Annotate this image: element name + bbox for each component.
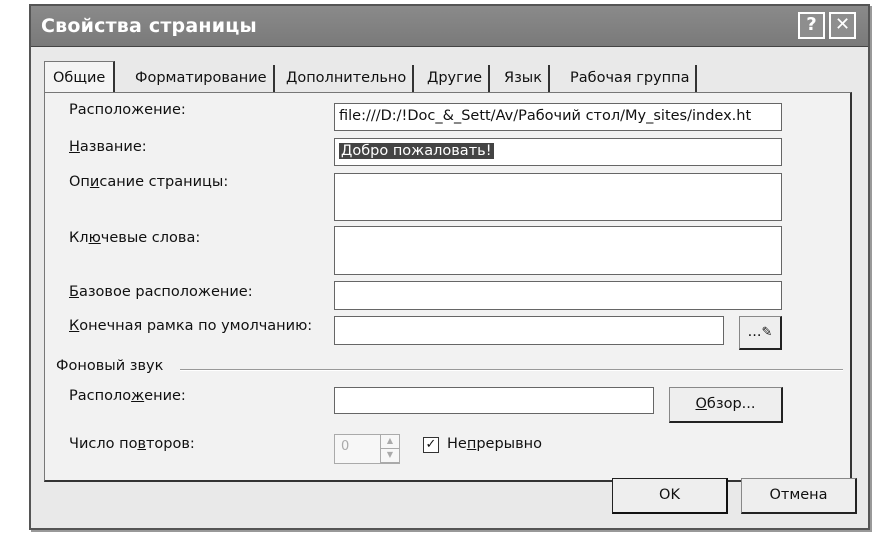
default-frame-label: Конечная рамка по умолчанию: xyxy=(69,318,313,334)
tab-other[interactable]: Другие xyxy=(421,65,490,93)
description-label: Описание страницы: xyxy=(69,174,229,190)
title-label: Название: xyxy=(69,139,147,155)
tab-general[interactable]: Общие xyxy=(44,61,115,95)
base-location-field[interactable] xyxy=(334,281,782,310)
keywords-field[interactable] xyxy=(334,226,782,275)
continuous-checkbox[interactable]: ✓ xyxy=(423,437,439,453)
dialog-title: Свойства страницы xyxy=(41,15,257,37)
title-bar xyxy=(31,6,868,47)
ellipsis-label: ... xyxy=(747,324,762,340)
default-frame-browse-button[interactable] xyxy=(739,316,782,350)
repeat-count-label: Число повторов: xyxy=(69,436,195,452)
stepper-down-icon[interactable]: ▼ xyxy=(381,449,399,463)
ok-button[interactable]: OK xyxy=(612,478,728,514)
close-button[interactable]: ✕ xyxy=(829,12,856,39)
location-field[interactable]: file:///D:/!Doc_&_Sett/Av/Рабочий стол/My_sites/index.ht xyxy=(334,103,782,131)
repeat-count-value: 0 xyxy=(341,439,350,454)
group-divider xyxy=(180,369,843,371)
help-button[interactable]: ? xyxy=(798,12,825,39)
tab-formatting[interactable]: Форматирование xyxy=(129,65,275,93)
description-field[interactable] xyxy=(334,173,782,221)
browse-button[interactable]: Обзор... xyxy=(669,387,783,423)
continuous-label: Непрерывно xyxy=(447,436,542,452)
background-sound-group-label: Фоновый звук xyxy=(56,358,164,374)
sound-location-label: Расположение: xyxy=(69,388,186,404)
sound-location-field[interactable] xyxy=(334,387,654,414)
tab-language[interactable]: Язык xyxy=(498,65,550,93)
default-frame-field[interactable] xyxy=(334,316,724,345)
cancel-button[interactable]: Отмена xyxy=(741,478,857,514)
tab-advanced[interactable]: Дополнительно xyxy=(280,65,414,93)
location-label: Расположение: xyxy=(69,102,186,118)
repeat-count-stepper[interactable] xyxy=(334,434,400,464)
pencil-icon: ✎ xyxy=(761,325,773,340)
stepper-up-icon[interactable]: ▲ xyxy=(381,435,399,449)
stepper-arrows[interactable] xyxy=(380,435,399,463)
keywords-label: Ключевые слова: xyxy=(69,230,201,246)
tab-workgroup[interactable]: Рабочая группа xyxy=(564,65,697,93)
base-location-label: Базовое расположение: xyxy=(69,284,253,300)
title-field[interactable]: Добро пожаловать! xyxy=(334,138,782,166)
